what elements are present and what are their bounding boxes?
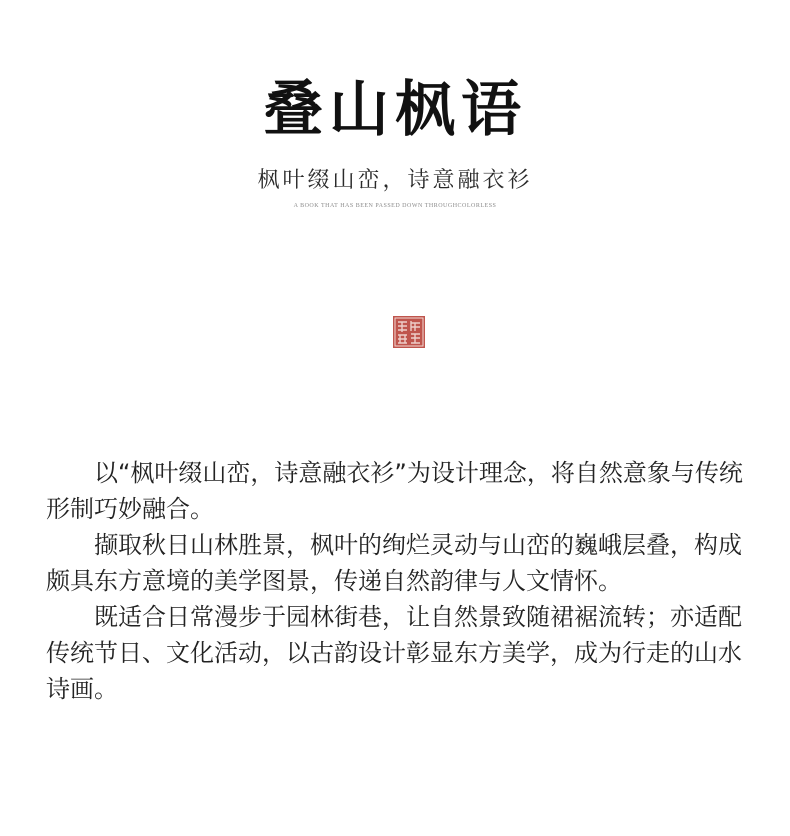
page-subtitle: 枫叶缀山峦，诗意融衣衫 [257, 168, 533, 193]
description-body [46, 455, 764, 707]
paragraph-concept: 以“枫叶缀山峦，诗意融衣衫”为设计理念，将自然意象与传统形制巧妙融合。 [46, 459, 743, 523]
paragraph-inspiration: 撷取秋日山林胜景，枫叶的绚烂灵动与山峦的巍峨层叠，构成颇具东方意境的美学图景，传递自然韵律与人文情怀。 [46, 531, 742, 595]
red-seal-stamp-icon [392, 315, 426, 349]
english-tagline: A BOOK THAT HAS BEEN PASSED DOWN THROUGHCOLORLESS [293, 203, 497, 209]
page-title: 叠山枫语 [263, 75, 527, 145]
paragraph-occasions: 既适合日常漫步于园林街巷，让自然景致随裙裾流转；亦适配传统节日、文化活动，以古韵设计彰显东方美学，成为行走的山水诗画。 [46, 603, 742, 703]
